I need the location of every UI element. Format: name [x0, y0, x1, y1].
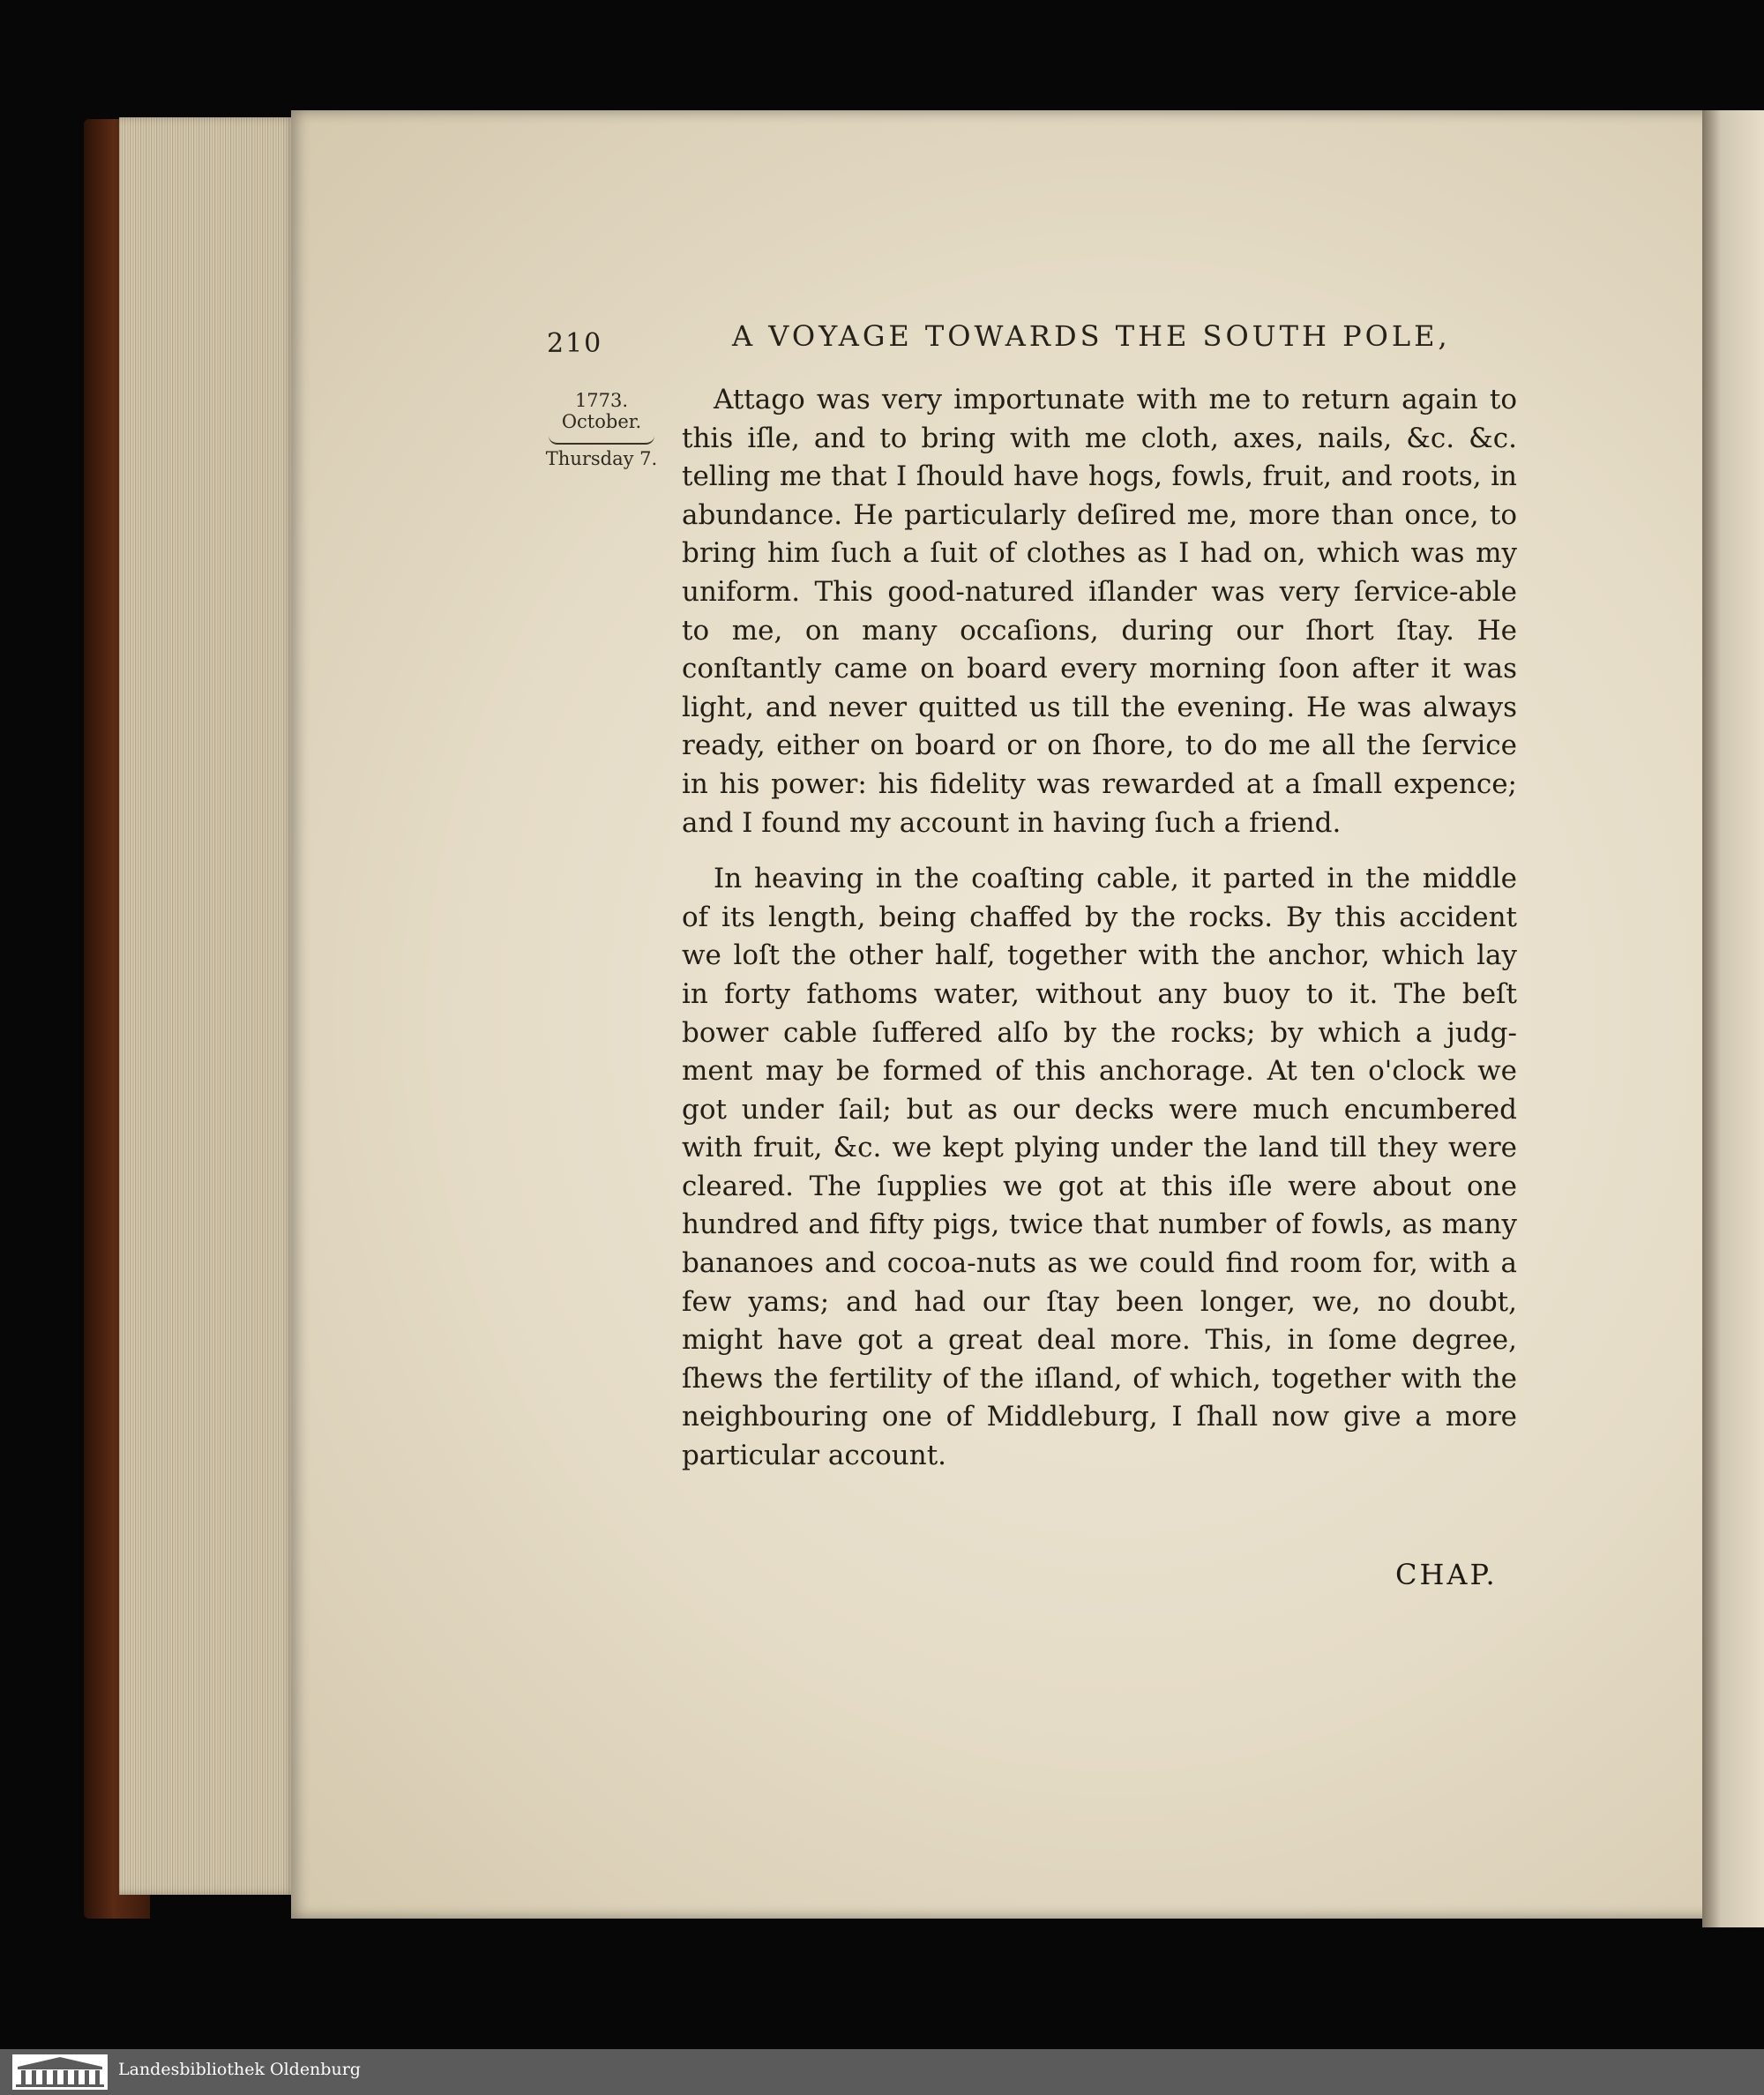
- body-text: [682, 381, 1517, 1476]
- margin-note-month: October.: [561, 411, 642, 432]
- running-head: A VOYAGE TOWARDS THE SOUTH POLE,: [732, 319, 1451, 353]
- paragraph: In heaving in the coaſting cable, it parted in the middle of its length, being chaffed by the rocks. By this accident we loſt the other half, together with the anchor, which lay in forty fathoms water, without any buoy to it. The beſt bower cable ſuffered alſo by the rocks; by which a judg-ment may be formed of this anchorage. At ten o'clock we got under ſail; but as our decks were much encumbered with fruit, &c. we kept plying under the land till they were cleared. The ſupplies we got at this iſle were about one hundred and fifty pigs, twice that number of fowls, as many bananoes and cocoa-nuts as we could find room for, with a few yams; and had our ſtay been longer, we, no doubt, might have got a great deal more. This, in ſome degree, ſhews the fertility of the iſland, of which, together with the neighbouring one of Middleburg, I ſhall now give a more particular account.: [682, 863, 1517, 1472]
- margin-note-day: Thursday 7.: [545, 448, 658, 469]
- margin-date-note: [545, 390, 658, 469]
- facing-page-edge: [1702, 110, 1764, 1927]
- paragraph: Attago was very importunate with me to return again to this iſle, and to bring with me cloth, axes, nails, &c. &c. telling me that I ſhould have hogs, fowls, fruit, and roots, in abundance. He particularly deſired me, more than once, to bring him ſuch a ſuit of clothes as I had on, which was my uniform. This good-natured iſlander was very ſervice-able to me, on many occaſions, during our ſhort ſtay. He conſtantly came on board every morning ſoon after it was light, and never quitted us till the evening. He was always ready, either on board or on ſhore, to do me all the ſervice in his power: his fidelity was rewarded at a ſmall expence; and I found my account in having ſuch a friend.: [682, 384, 1517, 839]
- catchword: CHAP.: [1395, 1558, 1498, 1591]
- page-stack-edges: [119, 117, 295, 1895]
- brace-mark: [549, 434, 654, 445]
- library-name[interactable]: Landesbibliothek Oldenburg: [118, 2060, 361, 2079]
- page-number: 210: [547, 328, 603, 359]
- library-building-icon: [12, 2054, 108, 2090]
- margin-note-year: 1773.: [574, 390, 629, 411]
